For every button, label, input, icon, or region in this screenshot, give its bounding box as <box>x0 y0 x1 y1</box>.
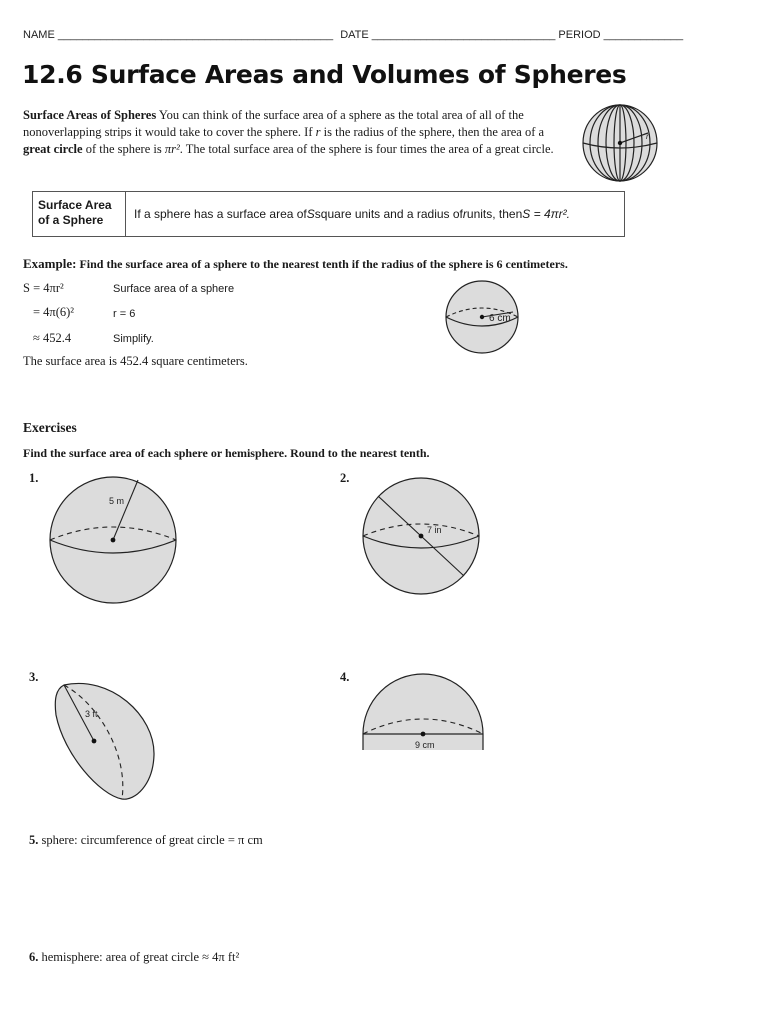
name-label: NAME <box>23 29 55 41</box>
exercise-5-number: 5. <box>29 833 39 847</box>
exercise-5 <box>29 833 263 848</box>
definition-box <box>32 191 625 237</box>
exercise-1-number: 1. <box>29 471 39 485</box>
exercise-5-text: sphere: circumference of great circle = π cm <box>38 833 263 847</box>
period-blank[interactable]: _____________ <box>603 29 684 41</box>
definition-s-var: S <box>306 207 315 221</box>
exercise-4-label: 9 cm <box>415 740 435 750</box>
intro-heading: Surface Areas of Spheres <box>23 108 157 122</box>
example-conclusion: The surface area is 452.4 square centimeters. <box>23 354 248 368</box>
definition-term: Surface Area of a Sphere <box>33 192 126 236</box>
definition-r-var: r <box>462 207 467 221</box>
example-prompt <box>23 256 743 272</box>
svg-text:r: r <box>646 132 649 141</box>
exercise-1-label: 5 m <box>109 496 125 506</box>
exercise-2-label: 7 in <box>427 525 442 535</box>
example-step-2-math: = 4π(6)² <box>33 305 75 319</box>
exercise-6 <box>29 950 239 965</box>
exercise-1-sphere <box>48 474 180 608</box>
header-line <box>23 29 683 41</box>
date-label: DATE <box>340 29 369 41</box>
date-blank[interactable]: ______________________________ <box>371 29 556 41</box>
exercise-3-number: 3. <box>29 670 39 684</box>
exercises-instructions: Find the surface area of each sphere or hemisphere. Round to the nearest tenth. <box>23 446 430 460</box>
definition-text-1: If a sphere has a surface area of <box>134 207 307 221</box>
example-step-1-note: Surface area of a sphere <box>113 283 235 295</box>
exercise-3-label: 3 ft <box>85 709 98 719</box>
name-blank[interactable]: _____________________________________________ <box>57 29 334 41</box>
example-sphere-label: 6 cm <box>489 313 511 324</box>
intro-text-3: of the sphere is <box>82 142 165 156</box>
intro-text-2: is the radius of the sphere, then the area of a <box>320 125 545 139</box>
period-label: PERIOD <box>558 29 601 41</box>
example-prompt-text: Find the surface area of a sphere to the nearest tenth if the radius of the sphere is 6 centimeters. <box>76 257 568 271</box>
exercise-2-number: 2. <box>340 471 350 485</box>
exercise-3-hemisphere <box>50 675 162 805</box>
intro-text-4: . The total surface area of the sphere is four times the area of a great circle. <box>179 142 554 156</box>
definition-formula: S = 4πr². <box>522 207 570 221</box>
exercise-2-sphere <box>358 474 490 600</box>
definition-text <box>126 192 624 236</box>
exercise-4-number: 4. <box>340 670 350 684</box>
intro-text-1: You can think of the surface area of a sphere as the total area of all of the nonoverlapping strips it would take to cover the sphere. If <box>23 108 524 139</box>
example-step-3-math: ≈ 452.4 <box>33 331 72 345</box>
example-label: Example: <box>23 256 77 271</box>
example-step-3-note: Simplify. <box>113 333 154 345</box>
definition-text-2: square units and a radius of <box>314 207 463 221</box>
intro-formula: πr² <box>164 142 180 156</box>
exercises-heading: Exercises <box>23 420 77 435</box>
exercise-6-text: hemisphere: area of great circle ≈ 4π ft² <box>38 950 240 964</box>
exercise-4-hemisphere <box>360 670 492 756</box>
intro-r-var: r <box>315 125 321 139</box>
definition-text-3: units, then <box>466 207 523 221</box>
example-step-1-math: S = 4πr² <box>23 281 64 295</box>
example-step-2-note: r = 6 <box>113 308 136 320</box>
page-title: 12.6 Surface Areas and Volumes of Spheres <box>22 60 627 89</box>
example-sphere-figure <box>443 277 521 357</box>
intro-great-circle: great circle <box>23 142 83 156</box>
intro-paragraph <box>23 107 568 158</box>
globe-figure <box>582 101 660 187</box>
exercise-6-number: 6. <box>29 950 39 964</box>
